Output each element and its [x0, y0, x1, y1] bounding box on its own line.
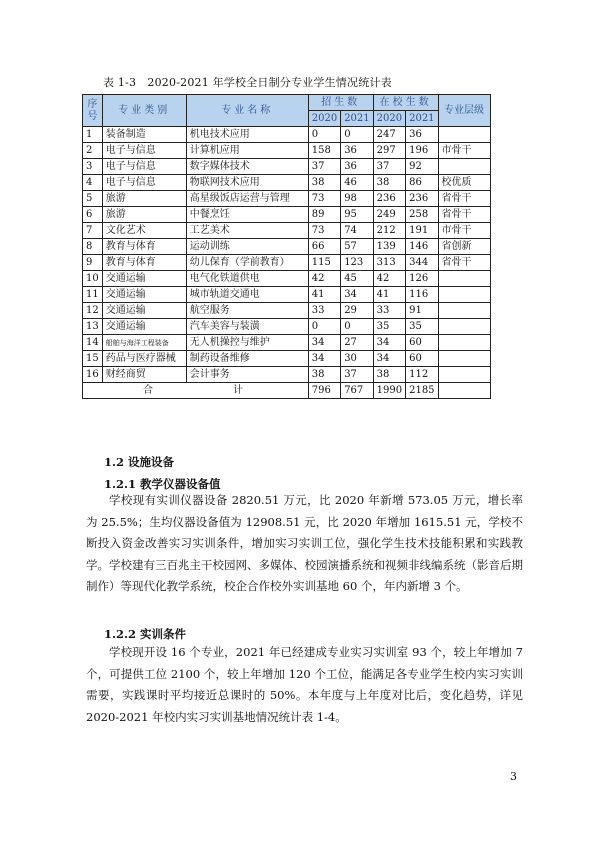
cell-seq: 14	[83, 335, 103, 351]
cell-seq: 12	[83, 303, 103, 319]
total-in-school-2021: 2185	[406, 383, 438, 399]
cell-enroll-2021: 74	[341, 223, 373, 239]
cell-seq: 8	[83, 239, 103, 255]
cell-major: 汽车美容与装潢	[186, 319, 308, 335]
cell-seq: 1	[83, 127, 103, 143]
cell-enroll-2021: 37	[341, 367, 373, 383]
table-row	[83, 271, 491, 287]
cell-category: 电子与信息	[102, 159, 186, 175]
cell-in-school-2021: 126	[406, 271, 438, 287]
section-heading-1-2: 1.2 设施设备	[104, 455, 175, 469]
header-seq: 序号	[83, 95, 103, 127]
total-enroll-2021: 767	[341, 383, 373, 399]
cell-seq: 7	[83, 223, 103, 239]
cell-in-school-2020: 249	[373, 207, 405, 223]
cell-enroll-2020: 38	[308, 175, 340, 191]
cell-in-school-2020: 139	[373, 239, 405, 255]
header-in-school-2020: 2020	[373, 111, 405, 127]
cell-in-school-2020: 38	[373, 175, 405, 191]
paragraph-training-text: 学校现开设 16 个专业，2021 年已经建成专业实习实训室 93 个，较上年增加 7 个，可提供工位 2100 个，较上年增加 120 个工位，能满足各专业学生校内实习实训需要，实践课时平均接近总课时的 50%。本年度与上年度对比后，变化趋势，详见 2020-2021 年校内实习实训基地情况统计表 1-4。	[86, 645, 523, 724]
header-enroll-2020: 2020	[308, 111, 340, 127]
cell-seq: 5	[83, 191, 103, 207]
cell-enroll-2021: 36	[341, 159, 373, 175]
cell-enroll-2020: 89	[308, 207, 340, 223]
cell-level	[438, 127, 490, 143]
cell-in-school-2020: 313	[373, 255, 405, 271]
header-enroll-2021: 2021	[341, 111, 373, 127]
cell-level: 市骨干	[438, 223, 490, 239]
total-enroll-2020: 796	[308, 383, 340, 399]
cell-enroll-2021: 95	[341, 207, 373, 223]
section-heading-1-2-2: 1.2.2 实训条件	[104, 627, 187, 641]
cell-level: 市骨干	[438, 143, 490, 159]
cell-category: 文化艺术	[102, 223, 186, 239]
cell-in-school-2021: 91	[406, 303, 438, 319]
table-row	[83, 287, 491, 303]
header-in-school: 在校生数	[373, 95, 438, 111]
paragraph-equipment	[86, 490, 523, 598]
table-row	[83, 319, 491, 335]
cell-level: 省骨干	[438, 255, 490, 271]
cell-category: 药品与医疗器械	[102, 351, 186, 367]
cell-enroll-2021: 30	[341, 351, 373, 367]
cell-category: 交通运输	[102, 303, 186, 319]
table-row	[83, 223, 491, 239]
cell-enroll-2021: 36	[341, 143, 373, 159]
cell-in-school-2021: 60	[406, 351, 438, 367]
cell-enroll-2020: 115	[308, 255, 340, 271]
cell-seq: 13	[83, 319, 103, 335]
cell-in-school-2021: 35	[406, 319, 438, 335]
cell-in-school-2020: 35	[373, 319, 405, 335]
cell-major: 制药设备维修	[186, 351, 308, 367]
table-row	[83, 335, 491, 351]
cell-seq: 6	[83, 207, 103, 223]
cell-category: 旅游	[102, 191, 186, 207]
cell-in-school-2021: 116	[406, 287, 438, 303]
cell-level	[438, 303, 490, 319]
cell-enroll-2020: 37	[308, 159, 340, 175]
cell-level	[438, 287, 490, 303]
cell-level	[438, 159, 490, 175]
cell-enroll-2020: 38	[308, 367, 340, 383]
cell-enroll-2020: 33	[308, 303, 340, 319]
table-row	[83, 351, 491, 367]
cell-in-school-2021: 60	[406, 335, 438, 351]
cell-in-school-2020: 236	[373, 191, 405, 207]
header-level: 专业层级	[438, 95, 490, 127]
cell-in-school-2020: 33	[373, 303, 405, 319]
cell-major: 高星级饭店运营与管理	[186, 191, 308, 207]
cell-major: 运动训练	[186, 239, 308, 255]
total-label	[83, 383, 309, 399]
cell-major: 计算机应用	[186, 143, 308, 159]
cell-enroll-2020: 41	[308, 287, 340, 303]
table-row	[83, 303, 491, 319]
cell-enroll-2021: 46	[341, 175, 373, 191]
cell-level: 校优质	[438, 175, 490, 191]
header-in-school-2021: 2021	[406, 111, 438, 127]
cell-enroll-2021: 0	[341, 319, 373, 335]
enrollment-statistics-table	[82, 94, 491, 399]
total-level	[438, 383, 490, 399]
table-row	[83, 255, 491, 271]
cell-enroll-2020: 0	[308, 319, 340, 335]
cell-in-school-2020: 212	[373, 223, 405, 239]
cell-seq: 2	[83, 143, 103, 159]
cell-category: 教育与体育	[102, 255, 186, 271]
table-row	[83, 143, 491, 159]
cell-in-school-2021: 92	[406, 159, 438, 175]
cell-seq: 11	[83, 287, 103, 303]
cell-category: 电子与信息	[102, 175, 186, 191]
cell-category: 交通运输	[102, 319, 186, 335]
table-caption: 表 1-3 2020-2021 年学校全日制分专业学生情况统计表	[103, 76, 392, 89]
cell-in-school-2020: 34	[373, 335, 405, 351]
cell-enroll-2020: 34	[308, 351, 340, 367]
cell-level	[438, 335, 490, 351]
cell-major: 幼儿保育（学前教育）	[186, 255, 308, 271]
cell-major: 中餐烹饪	[186, 207, 308, 223]
table-row	[83, 207, 491, 223]
cell-major: 数字媒体技术	[186, 159, 308, 175]
cell-in-school-2021: 191	[406, 223, 438, 239]
cell-major: 航空服务	[186, 303, 308, 319]
cell-enroll-2020: 42	[308, 271, 340, 287]
cell-major: 无人机操控与维护	[186, 335, 308, 351]
cell-category: 装备制造	[102, 127, 186, 143]
cell-in-school-2021: 258	[406, 207, 438, 223]
paragraph-training	[86, 642, 523, 728]
cell-level	[438, 271, 490, 287]
table-total-row	[83, 383, 491, 399]
cell-in-school-2021: 236	[406, 191, 438, 207]
cell-enroll-2020: 34	[308, 335, 340, 351]
table-body	[83, 127, 491, 399]
cell-in-school-2020: 34	[373, 351, 405, 367]
cell-enroll-2020: 73	[308, 191, 340, 207]
cell-in-school-2020: 42	[373, 271, 405, 287]
cell-level: 省骨干	[438, 207, 490, 223]
cell-level: 省骨干	[438, 191, 490, 207]
cell-major: 城市轨道交通电	[186, 287, 308, 303]
section-heading-1-2-1: 1.2.1 教学仪器设备值	[104, 477, 221, 491]
table-row	[83, 367, 491, 383]
cell-category: 电子与信息	[102, 143, 186, 159]
cell-seq: 10	[83, 271, 103, 287]
table-row	[83, 175, 491, 191]
cell-in-school-2021: 146	[406, 239, 438, 255]
cell-category: 交通运输	[102, 287, 186, 303]
cell-major: 会计事务	[186, 367, 308, 383]
cell-seq: 4	[83, 175, 103, 191]
cell-in-school-2021: 36	[406, 127, 438, 143]
cell-enroll-2020: 158	[308, 143, 340, 159]
cell-enroll-2021: 0	[341, 127, 373, 143]
cell-in-school-2020: 38	[373, 367, 405, 383]
page-number: 3	[510, 770, 517, 783]
header-major: 专业名称	[186, 95, 308, 127]
cell-enroll-2020: 66	[308, 239, 340, 255]
table-row	[83, 159, 491, 175]
cell-enroll-2021: 123	[341, 255, 373, 271]
cell-seq: 9	[83, 255, 103, 271]
cell-seq: 3	[83, 159, 103, 175]
cell-major: 工艺美术	[186, 223, 308, 239]
cell-level: 省创新	[438, 239, 490, 255]
cell-in-school-2021: 196	[406, 143, 438, 159]
cell-category: 财经商贸	[102, 367, 186, 383]
cell-enroll-2021: 98	[341, 191, 373, 207]
cell-in-school-2021: 86	[406, 175, 438, 191]
cell-seq: 16	[83, 367, 103, 383]
cell-enroll-2020: 0	[308, 127, 340, 143]
cell-in-school-2021: 112	[406, 367, 438, 383]
cell-category: 船舶与海洋工程装备	[102, 335, 186, 351]
total-label-left: 合	[143, 384, 153, 396]
total-in-school-2020: 1990	[373, 383, 405, 399]
cell-major: 电气化铁道供电	[186, 271, 308, 287]
table-row	[83, 127, 491, 143]
cell-category: 教育与体育	[102, 239, 186, 255]
total-label-right: 计	[233, 384, 243, 396]
table-row	[83, 239, 491, 255]
cell-category: 交通运输	[102, 271, 186, 287]
cell-enroll-2021: 57	[341, 239, 373, 255]
cell-enroll-2021: 27	[341, 335, 373, 351]
cell-major: 机电技术应用	[186, 127, 308, 143]
cell-enroll-2021: 34	[341, 287, 373, 303]
cell-level	[438, 367, 490, 383]
cell-level	[438, 319, 490, 335]
cell-in-school-2020: 297	[373, 143, 405, 159]
paragraph-equipment-text: 学校现有实训仪器设备 2820.51 万元，比 2020 年新增 573.05 万元，增长率为 25.5%；生均仪器设备值为 12908.51 元，比 2020 年增加 1615.51 元，学校不断投入资金改善实习实训条件，增加实习实训工位，强化学生技术技能积累和实践教学。学校建有三百兆主干校园网、多媒体、校园演播系统和视频非线编系统（影音后期制作）等现代化教学系统，校企合作校外实训基地 60 个，年内新增 3 个。	[86, 493, 523, 593]
cell-enroll-2021: 29	[341, 303, 373, 319]
cell-enroll-2020: 73	[308, 223, 340, 239]
cell-in-school-2020: 41	[373, 287, 405, 303]
cell-in-school-2020: 37	[373, 159, 405, 175]
cell-category: 旅游	[102, 207, 186, 223]
cell-in-school-2021: 344	[406, 255, 438, 271]
table-row	[83, 191, 491, 207]
header-enroll: 招生数	[308, 95, 373, 111]
cell-seq: 15	[83, 351, 103, 367]
header-category: 专业类别	[102, 95, 186, 127]
cell-in-school-2020: 247	[373, 127, 405, 143]
cell-level	[438, 351, 490, 367]
cell-major: 物联网技术应用	[186, 175, 308, 191]
cell-enroll-2021: 45	[341, 271, 373, 287]
